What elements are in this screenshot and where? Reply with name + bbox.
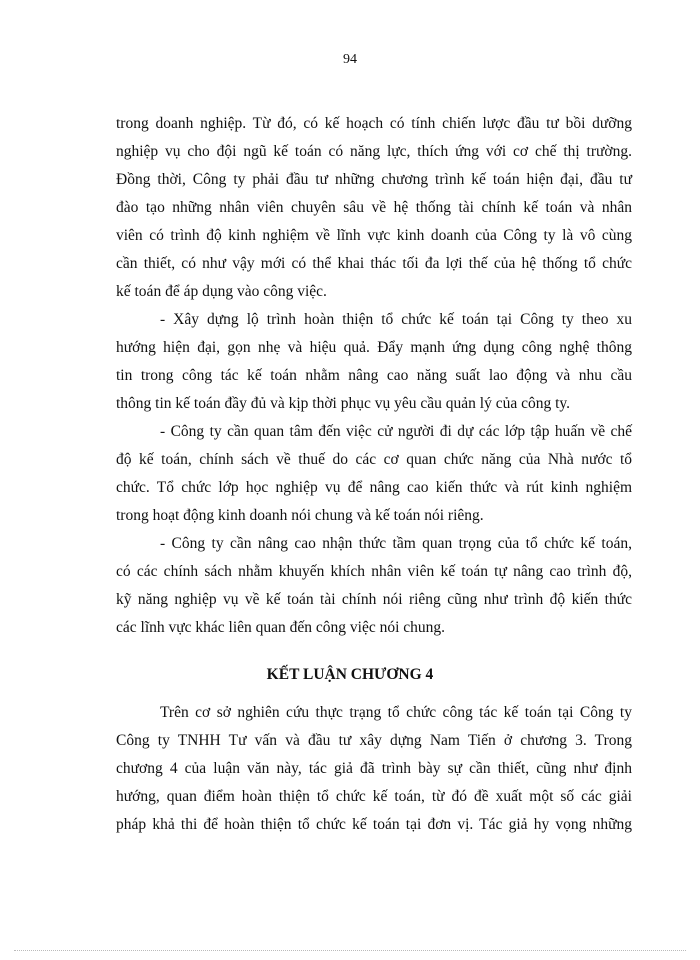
text-line: chương 4 của luận văn này, tác giả đã trình bày sự cần thiết, cũng như định — [116, 760, 632, 777]
text-line: Đồng thời, Công ty phải đầu tư những chương trình kế toán hiện đại, đầu tư — [116, 171, 632, 188]
text-line: - Công ty cần nâng cao nhận thức tầm quan trọng của tổ chức kế toán, — [160, 535, 632, 552]
text-line: hướng hiện đại, gọn nhẹ và hiệu quả. Đẩy mạnh ứng dụng công nghệ thông — [116, 339, 632, 356]
text-line: thông tin kế toán đầy đủ và kịp thời phục vụ yêu cầu quản lý của công ty. — [116, 395, 571, 412]
text-line: Công ty TNHH Tư vấn và đầu tư xây dựng Nam Tiến ở chương 3. Trong — [116, 732, 632, 749]
text-line: tin trong công tác kế toán nhằm nâng cao năng suất lao động và nhu cầu — [116, 367, 632, 384]
text-line: kỹ năng nghiệp vụ về kế toán tài chính nói riêng cũng như trình độ kiến thức — [116, 591, 632, 608]
text-line: cần thiết, có như vậy mới có thể khai thác tối đa lợi thế của hệ thống tổ chức — [116, 255, 632, 272]
text-line: nghiệp vụ cho đội ngũ kế toán có năng lực, thích ứng với cơ chế thị trường. — [116, 143, 632, 160]
text-line: độ kế toán, chính sách về thuế do các cơ quan chức năng của Nhà nước tổ — [116, 451, 632, 468]
text-line: viên có trình độ kinh nghiệm về lĩnh vực kinh doanh của Công ty là vô cùng — [116, 227, 632, 244]
page-number: 94 — [343, 52, 357, 67]
text-line: hướng, quan điểm hoàn thiện tổ chức kế toán, từ đó đề xuất một số các giải — [116, 788, 632, 805]
text-line: các lĩnh vực khác liên quan đến công việc nói chung. — [116, 619, 446, 636]
text-line: pháp khả thi để hoàn thiện tổ chức kế toán tại đơn vị. Tác giả hy vọng những — [116, 816, 632, 833]
text-line: có các chính sách nhằm khuyến khích nhân viên kế toán tự nâng cao trình độ, — [116, 563, 632, 580]
page-bottom-edge — [14, 950, 686, 951]
text-line: đào tạo những nhân viên chuyên sâu về hệ thống tài chính kế toán và nhân — [116, 199, 632, 216]
text-line: Trên cơ sở nghiên cứu thực trạng tổ chức công tác kế toán tại Công ty — [160, 704, 632, 721]
text-line: trong doanh nghiệp. Từ đó, có kế hoạch có tính chiến lược đầu tư bồi dưỡng — [116, 115, 632, 132]
text-line: kế toán để áp dụng vào công việc. — [116, 283, 327, 300]
text-line: - Xây dựng lộ trình hoàn thiện tổ chức kế toán tại Công ty theo xu — [160, 311, 632, 328]
text-line: - Công ty cần quan tâm đến việc cử người đi dự các lớp tập huấn về chế — [160, 423, 632, 440]
text-line: trong hoạt động kinh doanh nói chung và kế toán nói riêng. — [116, 507, 484, 524]
section-heading: KẾT LUẬN CHƯƠNG 4 — [266, 666, 434, 683]
text-line: chức. Tổ chức lớp học nghiệp vụ để nâng cao kiến thức và rút kinh nghiệm — [116, 479, 632, 496]
